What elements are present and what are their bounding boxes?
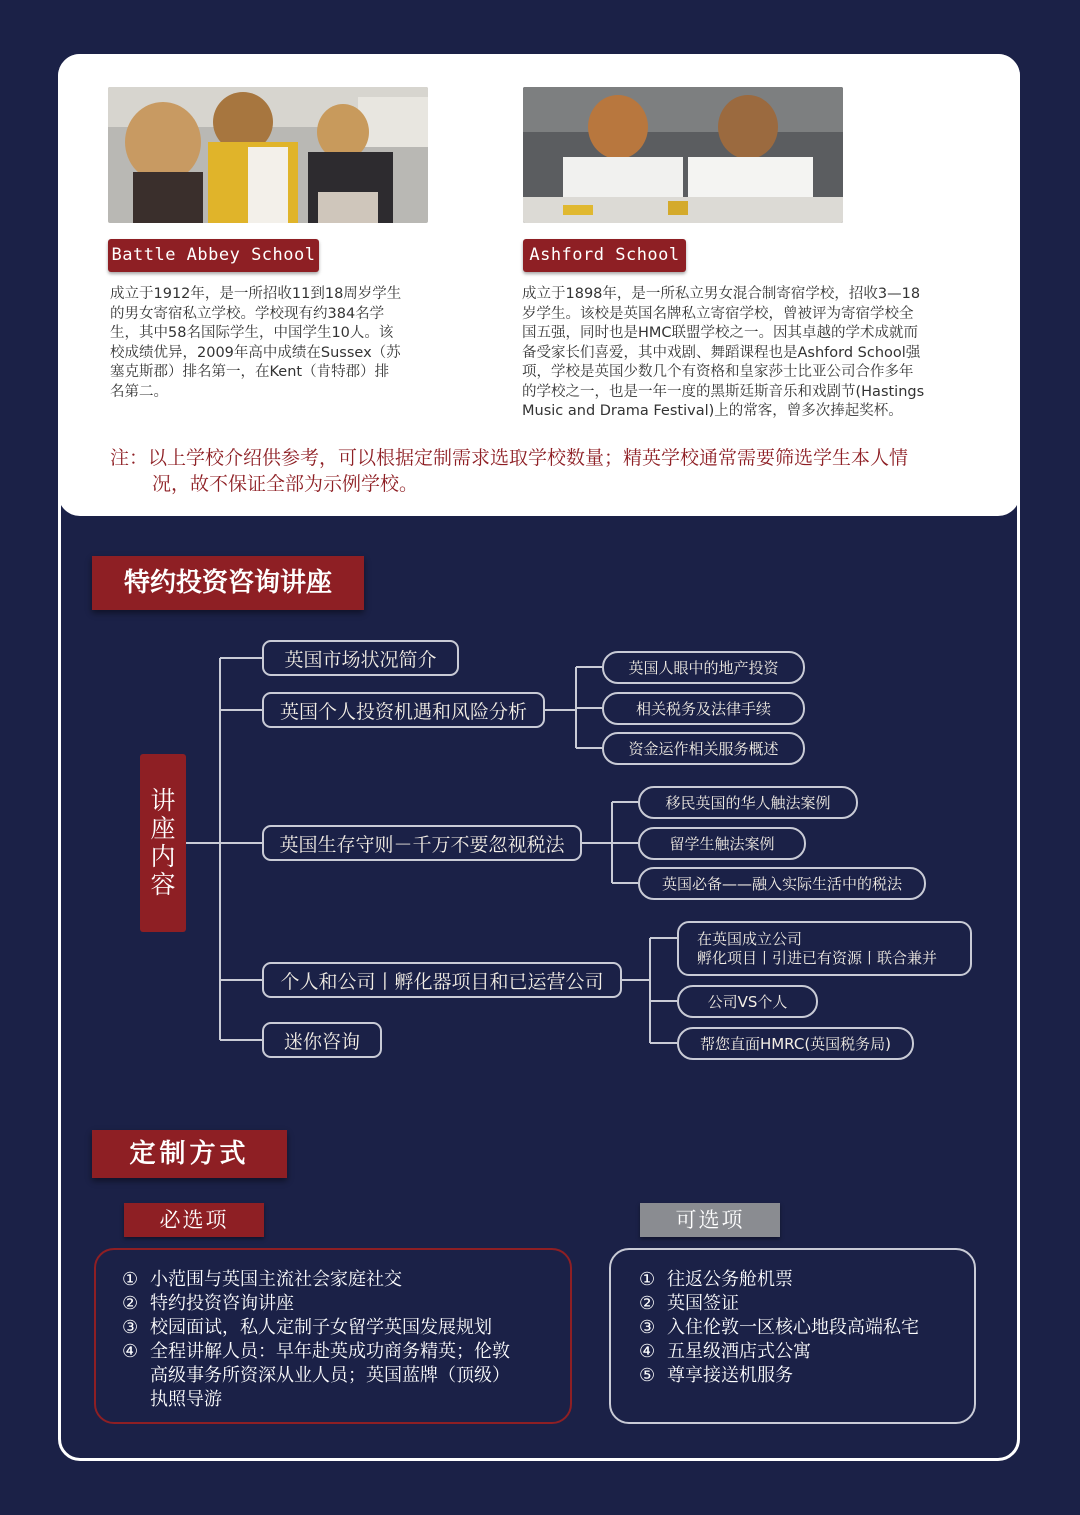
sub-tax-legal: 相关税务及法律手续 <box>602 692 805 725</box>
list-item <box>639 1268 974 1292</box>
sub-company-setup-line2: 孵化项目丨引进已有资源丨联合兼并 <box>697 948 938 967</box>
item-text: 尊享接送机服务 <box>667 1365 793 1386</box>
desc-line: Music and Drama Festival)上的常客，曾多次捧起奖杯。 <box>522 403 903 419</box>
item-number: ④ <box>639 1341 656 1362</box>
note-line-2: 况，故不保证全部为示例学校。 <box>152 473 419 495</box>
item-number: ② <box>639 1293 656 1314</box>
item-text: 往返公务舱机票 <box>667 1269 793 1290</box>
ashford-name: Ashford School <box>523 239 686 272</box>
list-item <box>122 1292 570 1316</box>
optional-list-box <box>609 1248 976 1424</box>
desc-line: 生，其中58名国际学生，中国学生10人。该 <box>110 325 394 341</box>
desc-line: 的学校之一，也是一年一度的黑斯廷斯音乐和戏剧节(Hastings <box>522 383 925 400</box>
desc-line: 国五强，同时也是HMC联盟学校之一。因其卓越的学术成就而 <box>522 325 919 341</box>
topic-tax-rules: 英国生存守则－千万不要忽视税法 <box>262 825 582 861</box>
item-text: 英国签证 <box>667 1293 739 1314</box>
sub-company-vs-personal: 公司VS个人 <box>677 985 818 1018</box>
topic-investment-risk: 英国个人投资机遇和风险分析 <box>262 692 545 728</box>
list-item <box>122 1388 570 1412</box>
item-number <box>122 1388 150 1412</box>
item-text: 全程讲解人员：早年赴英成功商务精英；伦敦 <box>150 1341 510 1362</box>
sub-hmrc: 帮您直面HMRC(英国税务局) <box>677 1027 914 1060</box>
custom-section-title: 定制方式 <box>92 1130 287 1178</box>
root-char: 座 <box>150 814 176 843</box>
desc-line: 名第二。 <box>110 383 168 400</box>
desc-line: 岁学生。该校是英国名牌私立寄宿学校，曾被评为寄宿学校全 <box>522 305 914 322</box>
list-item <box>122 1364 570 1388</box>
lecture-section-title: 特约投资咨询讲座 <box>92 556 364 610</box>
item-text: 五星级酒店式公寓 <box>667 1341 811 1362</box>
sub-daily-tax: 英国必备——融入实际生活中的税法 <box>638 867 926 900</box>
desc-line: 成立于1898年，是一所私立男女混合制寄宿学校，招收3—18 <box>522 286 921 302</box>
list-item <box>639 1292 974 1316</box>
root-char: 容 <box>150 870 176 899</box>
topic-mini-consult: 迷你咨询 <box>262 1022 382 1058</box>
note-line-1: 注：以上学校介绍供参考，可以根据定制需求选取学校数量；精英学校通常需要筛选学生本人情 <box>110 447 909 469</box>
item-text: 入住伦敦一区核心地段高端私宅 <box>667 1317 919 1338</box>
topic-market-overview: 英国市场状况简介 <box>262 640 459 676</box>
sub-fund-services: 资金运作相关服务概述 <box>602 732 805 765</box>
desc-line: 成立于1912年，是一所招收11到18周岁学生 <box>110 286 402 302</box>
sub-student-case: 留学生触法案例 <box>638 827 806 860</box>
item-number: ③ <box>639 1317 656 1338</box>
list-item <box>639 1364 974 1388</box>
desc-line: 塞克斯郡）排名第一，在Kent（肯特郡）排 <box>110 364 390 380</box>
list-item <box>639 1316 974 1340</box>
list-item <box>122 1340 570 1364</box>
item-number: ④ <box>122 1341 139 1362</box>
optional-label: 可选项 <box>640 1203 780 1237</box>
list-item <box>122 1268 570 1292</box>
sub-company-setup-line1: 在英国成立公司 <box>697 929 803 948</box>
item-number: ② <box>122 1293 139 1314</box>
list-item <box>122 1316 570 1340</box>
required-list-box <box>94 1248 572 1424</box>
sub-company-setup <box>677 921 972 976</box>
topic-company: 个人和公司丨孵化器项目和已运营公司 <box>262 962 622 998</box>
list-item <box>639 1340 974 1364</box>
item-number: ⑤ <box>639 1365 656 1386</box>
root-char: 内 <box>150 842 176 871</box>
lecture-content-root <box>140 754 186 932</box>
item-text: 高级事务所资深从业人员；英国蓝牌（顶级） <box>150 1365 510 1386</box>
item-number: ③ <box>122 1317 139 1338</box>
item-text: 特约投资咨询讲座 <box>150 1293 294 1314</box>
root-char: 讲 <box>150 786 176 815</box>
battle-abbey-name: Battle Abbey School <box>108 239 319 272</box>
item-number: ① <box>639 1269 656 1290</box>
desc-line: 项，学校是英国少数几个有资格和皇家莎士比亚公司合作多年 <box>522 364 914 380</box>
sub-real-estate: 英国人眼中的地产投资 <box>602 651 805 684</box>
sub-immigrant-case: 移民英国的华人触法案例 <box>638 786 858 819</box>
required-list <box>122 1268 570 1412</box>
optional-list <box>639 1268 974 1388</box>
desc-line: 的男女寄宿私立学校。学校现有约384名学 <box>110 305 385 322</box>
desc-line: 备受家长们喜爱，其中戏剧、舞蹈课程也是Ashford School强 <box>522 344 921 361</box>
item-text: 校园面试，私人定制子女留学英国发展规划 <box>150 1317 492 1338</box>
item-text: 执照导游 <box>150 1389 222 1410</box>
item-text: 小范围与英国主流社会家庭社交 <box>150 1269 402 1290</box>
item-number: ① <box>122 1269 139 1290</box>
required-label: 必选项 <box>124 1203 264 1237</box>
desc-line: 校成绩优异，2009年高中成绩在Sussex（苏 <box>110 344 401 361</box>
item-number <box>122 1364 150 1388</box>
